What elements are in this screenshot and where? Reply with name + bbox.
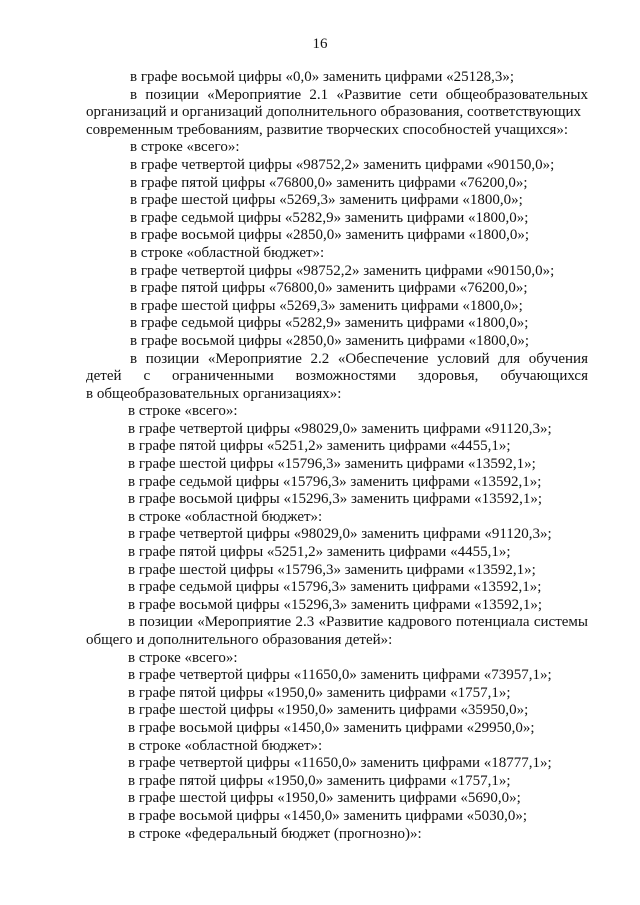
text-line: в графе седьмой цифры «15796,3» заменить цифрами «13592,1»;: [128, 473, 542, 490]
text-line: в графе пятой цифры «1950,0» заменить цифрами «1757,1»;: [128, 772, 511, 789]
text-line: организаций и организаций дополнительного образования, соответствующих: [86, 104, 582, 121]
text-line: в строке «всего»:: [130, 139, 240, 156]
text-line: в графе пятой цифры «76800,0» заменить цифрами «76200,0»;: [130, 280, 528, 297]
text-line: в графе четвертой цифры «98752,2» заменить цифрами «90150,0»;: [130, 262, 555, 279]
text-line: в графе четвертой цифры «98029,0» заменить цифрами «91120,3»;: [128, 526, 552, 543]
text-line: в позиции «Мероприятие 2.2 «Обеспечение условий для обучения: [130, 350, 588, 367]
text-line: в графе восьмой цифры «15296,3» заменить цифрами «13592,1»;: [128, 596, 543, 613]
text-line: в строке «областной бюджет»:: [130, 244, 325, 261]
text-line: в графе шестой цифры «5269,3» заменить цифрами «1800,0»;: [130, 192, 523, 209]
text-line: в графе седьмой цифры «15796,3» заменить цифрами «13592,1»;: [128, 579, 542, 596]
text-line: в графе шестой цифры «1950,0» заменить цифрами «5690,0»;: [128, 790, 521, 807]
text-line: в позиции «Мероприятие 2.3 «Развитие кадрового потенциала системы: [128, 614, 588, 631]
text-line: в строке «всего»:: [128, 403, 238, 420]
text-line: в строке «областной бюджет»:: [128, 737, 323, 754]
text-line: в графе седьмой цифры «5282,9» заменить цифрами «1800,0»;: [130, 315, 529, 332]
text-line: в графе шестой цифры «15796,3» заменить цифрами «13592,1»;: [128, 561, 536, 578]
text-line: в графе пятой цифры «5251,2» заменить цифрами «4455,1»;: [128, 544, 511, 561]
page-number: 16: [312, 36, 328, 52]
text-line: детей с ограниченными возможностями здоровья, обучающихся: [86, 368, 588, 385]
text-line: в графе четвертой цифры «11650,0» заменить цифрами «73957,1»;: [128, 667, 552, 684]
text-line: в графе восьмой цифры «1450,0» заменить цифрами «5030,0»;: [128, 807, 528, 824]
text-line: в графе восьмой цифры «15296,3» заменить цифрами «13592,1»;: [128, 491, 543, 508]
text-line: в графе восьмой цифры «0,0» заменить цифрами «25128,3»;: [130, 69, 515, 85]
document-body: [86, 69, 588, 843]
text-line: современным требованиям, развитие творческих способностей учащихся»:: [86, 121, 569, 138]
text-line: в графе шестой цифры «1950,0» заменить цифрами «35950,0»;: [128, 702, 529, 719]
text-line: в графе пятой цифры «76800,0» заменить цифрами «76200,0»;: [130, 174, 528, 191]
text-line: в графе четвертой цифры «11650,0» заменить цифрами «18777,1»;: [128, 755, 552, 772]
text-line: в графе шестой цифры «15796,3» заменить цифрами «13592,1»;: [128, 456, 536, 473]
text-line: в общеобразовательных организациях»:: [86, 385, 342, 402]
text-line: в графе восьмой цифры «2850,0» заменить цифрами «1800,0»;: [130, 227, 530, 244]
text-line: в графе четвертой цифры «98029,0» заменить цифрами «91120,3»;: [128, 420, 552, 437]
text-line: общего и дополнительного образования детей»:: [86, 632, 393, 648]
text-line: в графе пятой цифры «5251,2» заменить цифрами «4455,1»;: [128, 438, 511, 455]
text-line: в позиции «Мероприятие 2.1 «Развитие сети общеобразовательных: [130, 86, 588, 103]
text-line: в графе четвертой цифры «98752,2» заменить цифрами «90150,0»;: [130, 156, 555, 173]
text-line: в графе восьмой цифры «2850,0» заменить цифрами «1800,0»;: [130, 332, 530, 349]
text-line: в графе восьмой цифры «1450,0» заменить цифрами «29950,0»;: [128, 719, 535, 736]
text-line: в строке «всего»:: [128, 649, 238, 666]
text-line: в графе шестой цифры «5269,3» заменить цифрами «1800,0»;: [130, 297, 523, 314]
text-line: в графе пятой цифры «1950,0» заменить цифрами «1757,1»;: [128, 684, 511, 701]
text-line: в строке «областной бюджет»:: [128, 508, 323, 525]
text-line: в строке «федеральный бюджет (прогнозно)»:: [128, 825, 422, 842]
text-line: в графе седьмой цифры «5282,9» заменить цифрами «1800,0»;: [130, 209, 529, 226]
